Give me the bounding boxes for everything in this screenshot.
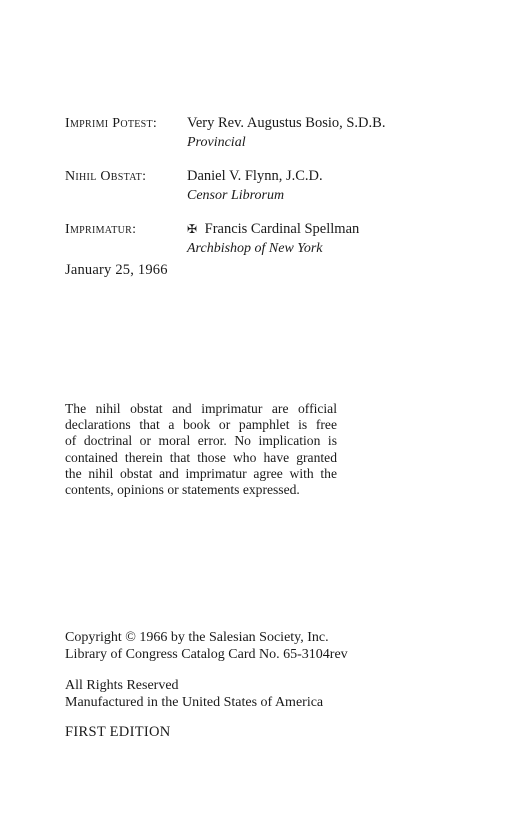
disclaimer-line: of doctrinal or moral error. No implication is — [65, 433, 337, 449]
approver-office: Provincial — [187, 135, 246, 150]
approver-office: Archbishop of New York — [187, 241, 323, 256]
edition-label: FIRST EDITION — [65, 724, 171, 740]
disclaimer-line: the nihil obstat and imprimatur agree with the — [65, 465, 337, 481]
ecclesiastical-approvals — [65, 114, 485, 273]
approval-label: Imprimi Potest: — [65, 116, 158, 131]
rights-reserved-line: All Rights Reserved — [65, 678, 179, 693]
disclaimer-line: contents, opinions or statements expressed. — [65, 482, 300, 498]
disclaimer-paragraph — [65, 401, 337, 498]
disclaimer-line: The nihil obstat and imprimatur are official — [65, 401, 337, 416]
imprimi-potest-row — [65, 114, 485, 152]
catalog-card-line: Library of Congress Catalog Card No. 65-3104rev — [65, 647, 348, 662]
copyright-line: Copyright © 1966 by the Salesian Society, Inc. — [65, 630, 329, 645]
imprimatur-row — [65, 220, 485, 258]
disclaimer-line: contained therein that those who have granted — [65, 449, 337, 465]
manufactured-line: Manufactured in the United States of America — [65, 695, 324, 710]
disclaimer-line: declarations that a book or pamphlet is free — [65, 417, 337, 433]
copyright-notice — [65, 629, 348, 663]
approver-name: Daniel V. Flynn, J.C.D. — [187, 168, 323, 184]
approver-office: Censor Librorum — [187, 188, 285, 203]
approval-label: Imprimatur: — [65, 222, 137, 237]
cross-icon: ✠ — [187, 222, 198, 236]
approver-name: Very Rev. Augustus Bosio, S.D.B. — [187, 115, 386, 131]
approval-label: Nihil Obstat: — [65, 169, 147, 184]
nihil-obstat-row — [65, 167, 485, 205]
approval-date: January 25, 1966 — [65, 262, 168, 278]
approver-name: Francis Cardinal Spellman — [204, 221, 360, 237]
rights-notice — [65, 677, 323, 711]
